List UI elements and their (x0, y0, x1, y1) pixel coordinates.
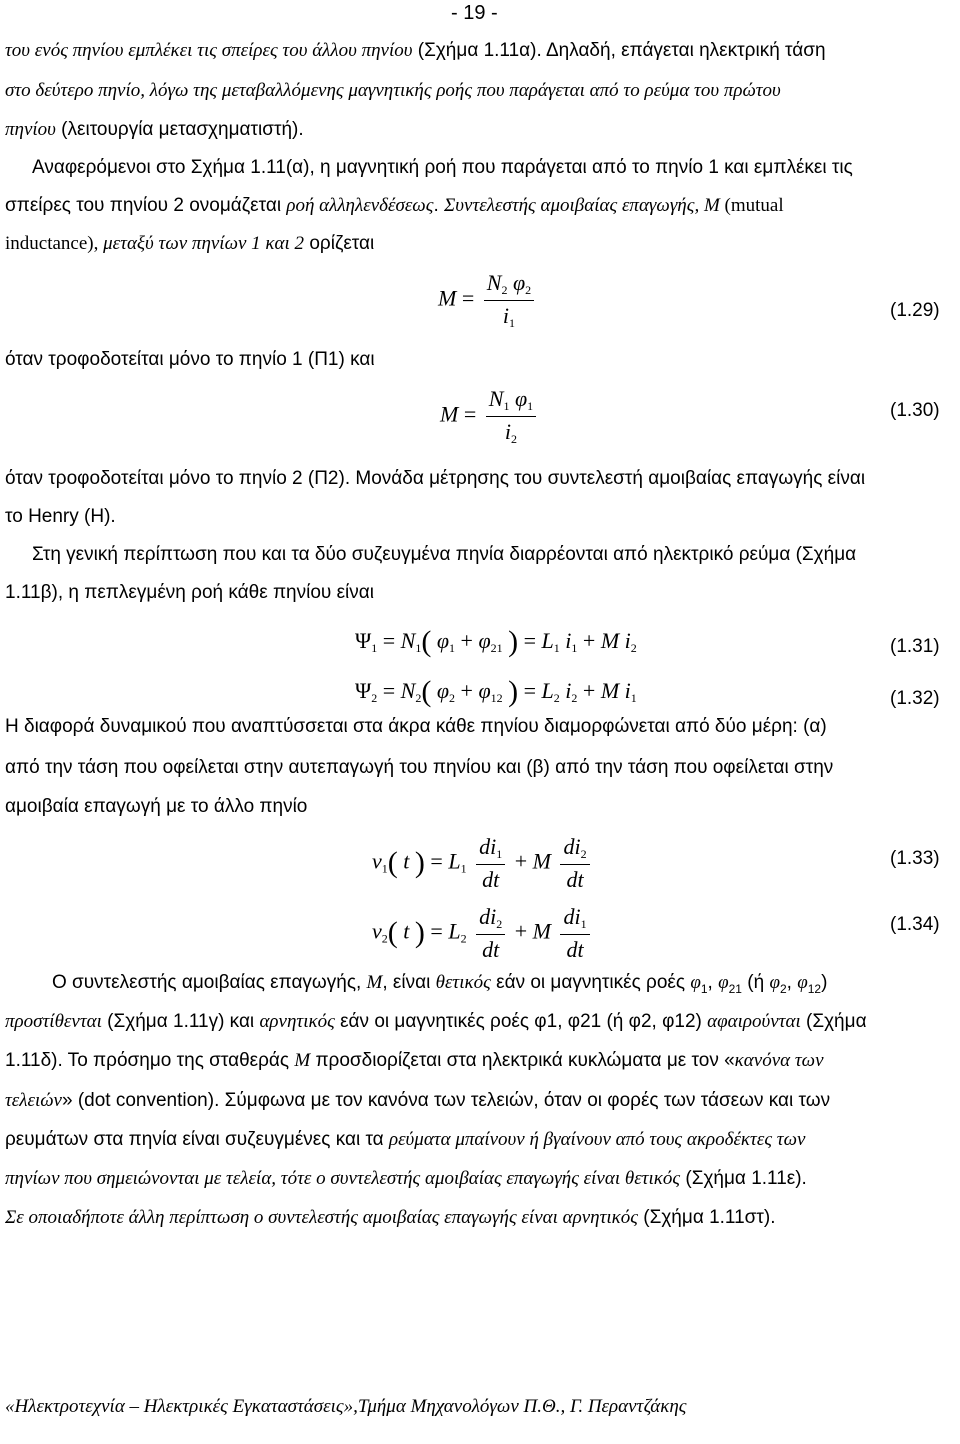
para2-line1: Αναφερόμενοι στο Σχήμα 1.11(α), η μαγνητική ροή που παράγεται από το πηνίο 1 και εμπλέκει τις (32, 157, 853, 178)
equation-number-1-32: (1.32) (890, 688, 940, 709)
equation-1-31: $\Psi_1 = N_1$( $\varphi_1 + \varphi_{21}$ ) = $L_1$ $i_1 + M$ $i_2$ (355, 625, 637, 658)
equation-number-1-31: (1.31) (890, 636, 940, 657)
equation-number-1-30: (1.30) (890, 400, 940, 421)
text-between-equations: όταν τροφοδοτείται μόνο το πηνίο 1 (Π1) και (5, 349, 375, 370)
equation-number-1-29: (1.29) (890, 300, 940, 321)
equation-1-32: $\Psi_2 = N_2$( $\varphi_2 + \varphi_{12}$ ) = $L_2$ $i_2 + M$ $i_1$ (355, 675, 637, 708)
equation-1-33: $v_1$( t ) = $L_1$ $\frac{di_1}{dt}$ + M $\frac{di_2}{dt}$ (372, 834, 594, 893)
para2-line3: inductance), μεταξύ των πηνίων 1 και 2 ορίζεται (5, 233, 375, 254)
para1-line2: στο δεύτερο πηνίο, λόγω της μεταβαλλόμενης μαγνητικής ροής που παράγεται από το ρεύμα του πρώτου (5, 80, 781, 101)
para6-line7: Σε οποιαδήποτε άλλη περίπτωση ο συντελεστής αμοιβαίας επαγωγής είναι αρνητικός (Σχήμα 1.11στ). (5, 1207, 776, 1228)
fraction: $\frac{N_1 \varphi_1}{i_2}$ (486, 386, 536, 447)
equation-number-1-34: (1.34) (890, 914, 940, 935)
fraction: $\frac{di_1}{dt}$ (476, 834, 505, 893)
para5-line2: από την τάση που οφείλεται στην αυτεπαγωγή του πηνίου και (β) από την τάση που οφείλεται στην (5, 757, 834, 778)
para6-line4: τελειών» (dot convention). Σύμφωνα με τον κανόνα των τελειών, όταν οι φορές των τάσεων και των (5, 1090, 831, 1111)
para3-line2: το Henry (H). (5, 506, 116, 527)
page-footer: «Ηλεκτροτεχνία – Ηλεκτρικές Εγκαταστάσεις»,Τμήμα Μηχανολόγων Π.Θ., Γ. Περαντζάκης (5, 1396, 687, 1417)
para2-line2: σπείρες του πηνίου 2 ονομάζεται ροή αλληλενδέσεως. Συντελεστής αμοιβαίας επαγωγής, M (mutual (5, 195, 784, 216)
page-number: - 19 - (451, 2, 498, 24)
fraction: $\frac{di_2}{dt}$ (476, 904, 505, 963)
para6-line5: ρευμάτων στα πηνία είναι συζευγμένες και τα ρεύματα μπαίνουν ή βγαίνουν από τους ακροδέκτες των (5, 1129, 806, 1150)
equation-number-1-33: (1.33) (890, 848, 940, 869)
fraction: $\frac{di_2}{dt}$ (560, 834, 589, 893)
equation-1-29: M = $\frac{N_2 \varphi_2}{i_1}$ (438, 270, 538, 331)
para5-line3: αμοιβαία επαγωγή με το άλλο πηνίο (5, 796, 308, 817)
fraction: $\frac{N_2 \varphi_2}{i_1}$ (484, 270, 534, 331)
para3-line1: όταν τροφοδοτείται μόνο το πηνίο 2 (Π2). Μονάδα μέτρησης του συντελεστή αμοιβαίας επαγωγής είναι (5, 468, 866, 489)
equation-1-30: M = $\frac{N_1 \varphi_1}{i_2}$ (440, 386, 540, 447)
para6-line3: 1.11δ). Το πρόσημο της σταθεράς M προσδιορίζεται στα ηλεκτρικά κυκλώματα με τον «κανόνα των (5, 1050, 824, 1071)
para1-line1: του ενός πηνίου εμπλέκει τις σπείρες του άλλου πηνίου (Σχήμα 1.11α). Δηλαδή, επάγεται ηλεκτρική τάση (5, 40, 826, 61)
para4-line2: 1.11β), η πεπλεγμένη ροή κάθε πηνίου είναι (5, 582, 374, 603)
equation-1-34: $v_2$( t ) = $L_2$ $\frac{di_2}{dt}$ + M $\frac{di_1}{dt}$ (372, 904, 594, 963)
para5-line1: Η διαφορά δυναμικού που αναπτύσσεται στα άκρα κάθε πηνίου διαμορφώνεται από δύο μέρη: (α) (5, 716, 827, 737)
fraction: $\frac{di_1}{dt}$ (560, 904, 589, 963)
para4-line1: Στη γενική περίπτωση που και τα δύο συζευγμένα πηνία διαρρέονται από ηλεκτρικό ρεύμα (Σχήμα (32, 544, 857, 565)
para1-line3: πηνίου (λειτουργία μετασχηματιστή). (5, 119, 304, 140)
para6-line2: προστίθενται (Σχήμα 1.11γ) και αρνητικός εάν οι μαγνητικές ροές φ1, φ21 (ή φ2, φ12) αφαιρούνται (Σχήμα (5, 1011, 867, 1032)
para6-line6: πηνίων που σημειώνονται με τελεία, τότε ο συντελεστής αμοιβαίας επαγωγής είναι θετικός (Σχήμα 1.11ε). (5, 1168, 807, 1189)
para6-line1: Ο συντελεστής αμοιβαίας επαγωγής, M, είναι θετικός εάν οι μαγνητικές ροές $\varphi_1$, $\varphi_{21}$ (ή $\varphi_2$, $\varphi_{12}$) (52, 972, 828, 996)
